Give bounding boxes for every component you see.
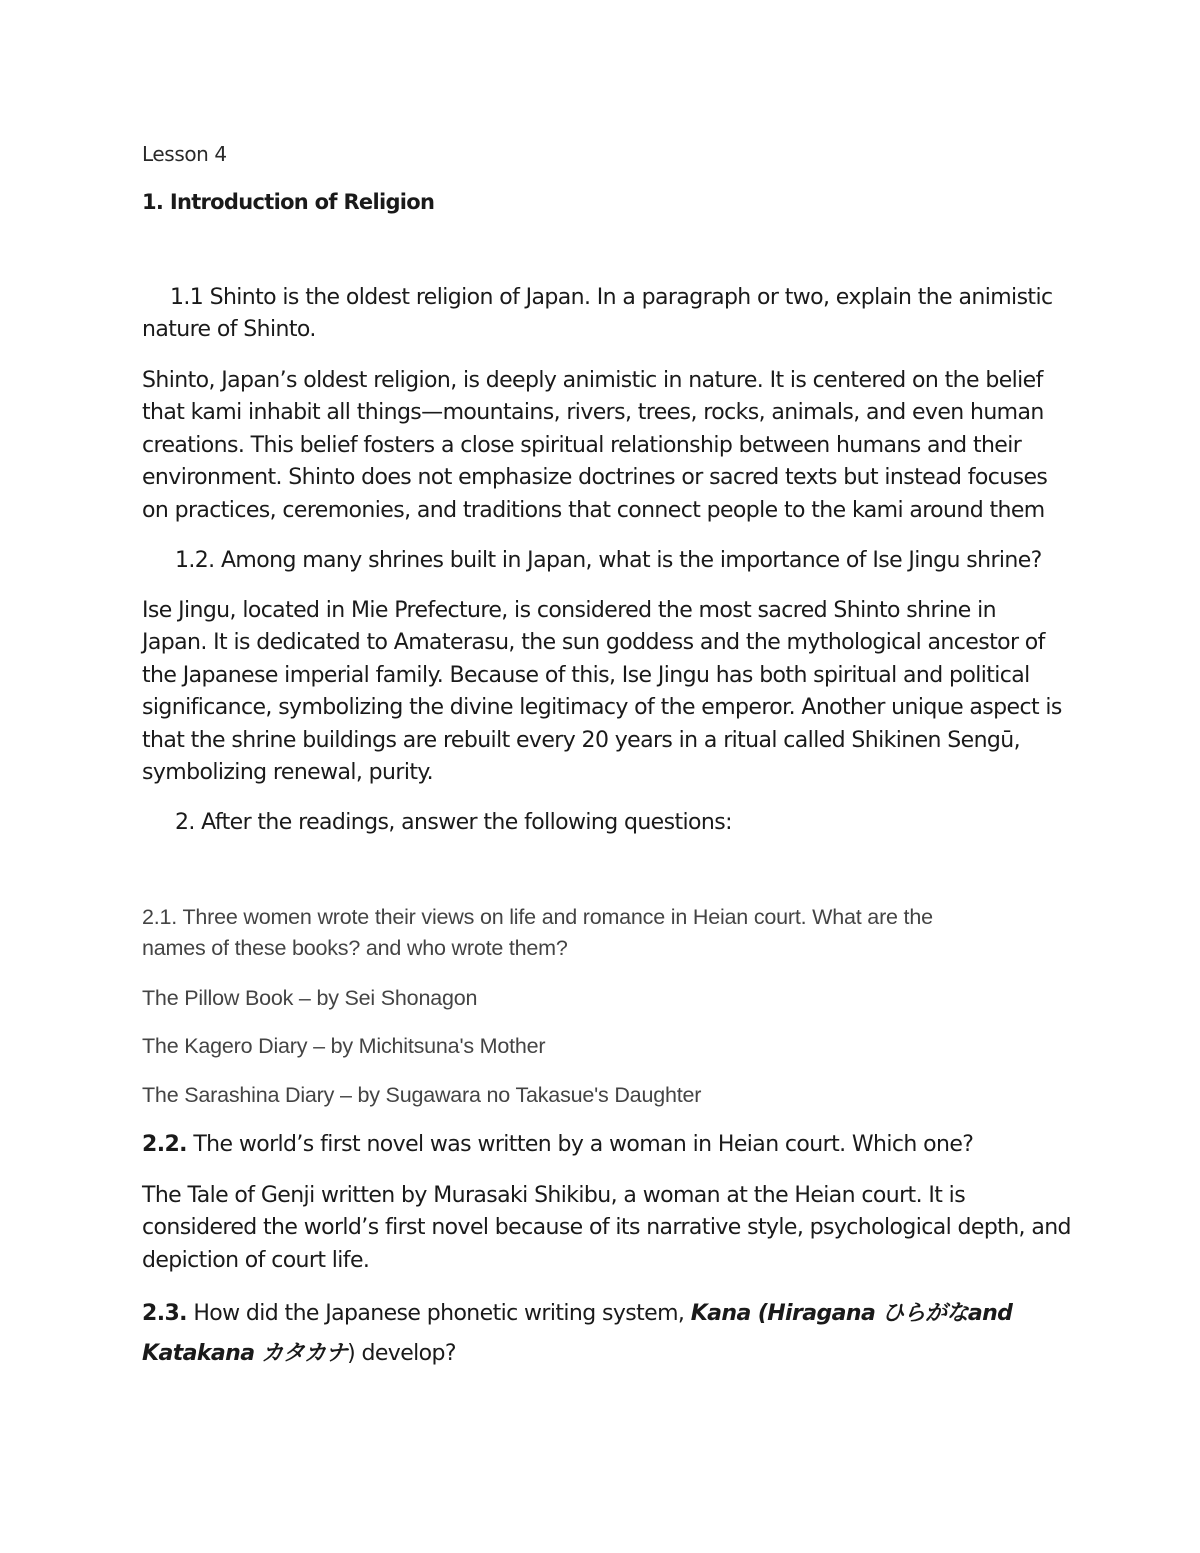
question-2-1-line-2: names of these books? and who wrote them? bbox=[142, 936, 568, 960]
answer-1-1-line-1: Shinto, Japan’s oldest religion, is deeply animistic in nature. It is centered on the belief bbox=[142, 368, 1043, 393]
answer-2-2-line-3: depiction of court life. bbox=[142, 1248, 370, 1273]
question-2-3-number: 2.3. bbox=[142, 1301, 187, 1326]
question-2-2-text: The world’s first novel was written by a woman in Heian court. Which one? bbox=[186, 1132, 974, 1157]
question-2-3-line-2 bbox=[142, 1338, 456, 1370]
answer-1-2-line-5: that the shrine buildings are rebuilt every 20 years in a ritual called Shikinen Sengū, bbox=[142, 728, 1021, 753]
answer-1-2-line-6: symbolizing renewal, purity. bbox=[142, 760, 434, 785]
question-2-3-text-after: ) develop? bbox=[347, 1341, 456, 1366]
answer-1-1-line-2: that kami inhabit all things—mountains, rivers, trees, rocks, animals, and even human bbox=[142, 400, 1044, 425]
question-2-3-text-before: How did the Japanese phonetic writing system, bbox=[186, 1301, 691, 1326]
answer-2-1-book-1: The Pillow Book – by Sei Shonagon bbox=[142, 986, 478, 1010]
answer-2-2-line-1: The Tale of Genji written by Murasaki Shikibu, a woman at the Heian court. It is bbox=[142, 1183, 966, 1208]
answer-1-2-line-4: significance, symbolizing the divine legitimacy of the emperor. Another unique aspect is bbox=[142, 695, 1062, 720]
section-2-heading: 2. After the readings, answer the following questions: bbox=[175, 810, 732, 835]
lesson-label: Lesson 4 bbox=[142, 142, 227, 166]
question-2-3-line-1 bbox=[142, 1298, 1012, 1330]
question-1-1-line-2: nature of Shinto. bbox=[142, 317, 316, 342]
answer-1-2-line-1: Ise Jingu, located in Mie Prefecture, is considered the most sacred Shinto shrine in bbox=[142, 598, 996, 623]
question-2-2-number: 2.2. bbox=[142, 1132, 187, 1157]
answer-1-2-line-3: the Japanese imperial family. Because of this, Ise Jingu has both spiritual and political bbox=[142, 663, 1030, 688]
question-2-3-katakana: Katakana カタカナ bbox=[142, 1341, 348, 1366]
question-1-2: 1.2. Among many shrines built in Japan, what is the importance of Ise Jingu shrine? bbox=[175, 548, 1042, 573]
answer-1-1-line-4: environment. Shinto does not emphasize doctrines or sacred texts but instead focuses bbox=[142, 465, 1048, 490]
answer-2-2-line-2: considered the world’s first novel because of its narrative style, psychological depth, and bbox=[142, 1215, 1071, 1240]
section-1-heading bbox=[142, 186, 434, 218]
question-2-3-kana-hiragana: Kana (Hiragana ひらがなand bbox=[690, 1301, 1013, 1326]
section-1-number: 1. bbox=[142, 190, 164, 214]
question-2-2 bbox=[142, 1129, 973, 1161]
answer-2-1-book-2: The Kagero Diary – by Michitsuna's Mother bbox=[142, 1034, 546, 1058]
question-2-1-line-1: 2.1. Three women wrote their views on life and romance in Heian court. What are the bbox=[142, 905, 933, 929]
question-1-1-line-1: 1.1 Shinto is the oldest religion of Japan. In a paragraph or two, explain the animistic bbox=[170, 285, 1053, 310]
section-1-title: Introduction of Religion bbox=[169, 190, 435, 214]
answer-1-1-line-5: on practices, ceremonies, and traditions that connect people to the kami around them bbox=[142, 498, 1045, 523]
answer-1-2-line-2: Japan. It is dedicated to Amaterasu, the sun goddess and the mythological ancestor of bbox=[142, 630, 1045, 655]
answer-2-1-book-3: The Sarashina Diary – by Sugawara no Takasue's Daughter bbox=[142, 1083, 702, 1107]
answer-1-1-line-3: creations. This belief fosters a close spiritual relationship between humans and their bbox=[142, 433, 1022, 458]
